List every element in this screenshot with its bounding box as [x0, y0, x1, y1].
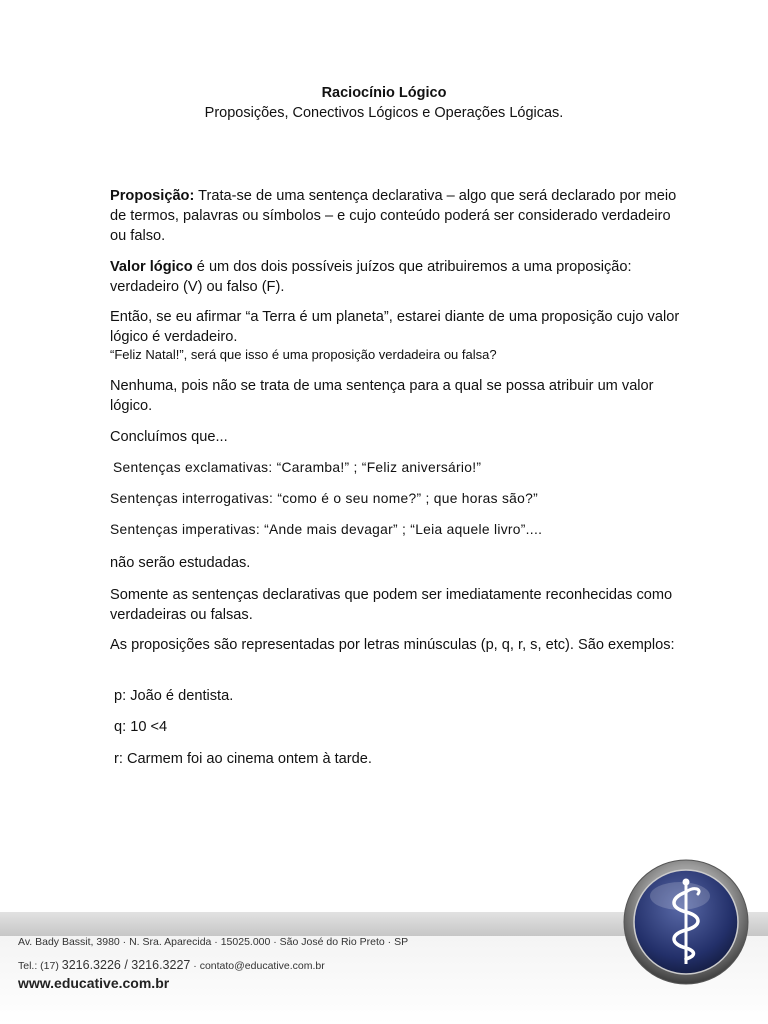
- footer-contact: [18, 958, 325, 972]
- page-title: Raciocínio Lógico: [321, 85, 447, 101]
- paragraph-concluimos: Concluímos que...: [110, 429, 228, 445]
- sentence-imperativas: Sentenças imperativas: “Ande mais devagar” ; “Leia aquele livro”....: [110, 522, 543, 537]
- definition-valor-text: é um dos dois possíveis juízos que atribuiremos a uma proposição: verdadeiro (V) ou falso (F).: [110, 259, 632, 295]
- example-q: q: 10 <4: [114, 719, 168, 735]
- term-proposicao: Proposição:: [110, 188, 195, 204]
- website-link[interactable]: www.educative.com.br: [18, 975, 170, 991]
- tel-numbers: 3216.3226 / 3216.3227: [61, 958, 191, 972]
- sentence-exclamativas: Sentenças exclamativas: “Caramba!” ; “Feliz aniversário!”: [113, 460, 482, 475]
- page-subtitle: Proposições, Conectivos Lógicos e Operações Lógicas.: [204, 105, 564, 121]
- footer-address: Av. Bady Bassit, 3980 · N. Sra. Aparecida · 15025.000 · São José do Rio Preto · SP: [18, 936, 409, 948]
- paragraph-feliz-natal: “Feliz Natal!”, será que isso é uma proposição verdadeira ou falsa?: [110, 347, 497, 362]
- example-p: p: João é dentista.: [114, 688, 234, 704]
- paragraph-nao-serao: não serão estudadas.: [110, 555, 251, 571]
- paragraph-nenhuma: Nenhuma, pois não se trata de uma sentença para a qual se possa atribuir um valor lógico.: [110, 378, 654, 414]
- definition-proposicao-text: Trata-se de uma sentença declarativa – algo que será declarado por meio de termos, palavras ou símbolos – e cujo conteúdo poderá ser considerado verdadeiro ou falso.: [110, 188, 677, 244]
- caduceus-emblem-icon: [622, 856, 750, 986]
- tel-label: Tel.: (17): [18, 960, 62, 972]
- email: · contato@educative.com.br: [190, 960, 325, 972]
- paragraph-entao: Então, se eu afirmar “a Terra é um planeta”, estarei diante de uma proposição cujo valor lógico é verdadeiro.: [110, 309, 680, 345]
- example-r: r: Carmem foi ao cinema ontem à tarde.: [114, 751, 372, 767]
- term-valor-logico: Valor lógico: [110, 259, 193, 275]
- definition-valor-logico: [110, 257, 688, 297]
- paragraph-representadas: As proposições são representadas por letras minúsculas (p, q, r, s, etc). São exemplos:: [110, 637, 675, 653]
- definition-proposicao: [110, 186, 688, 246]
- sentence-interrogativas: Sentenças interrogativas: “como é o seu nome?” ; que horas são?”: [110, 491, 538, 506]
- paragraph-somente: Somente as sentenças declarativas que podem ser imediatamente reconhecidas como verdadeiras ou falsas.: [110, 587, 673, 623]
